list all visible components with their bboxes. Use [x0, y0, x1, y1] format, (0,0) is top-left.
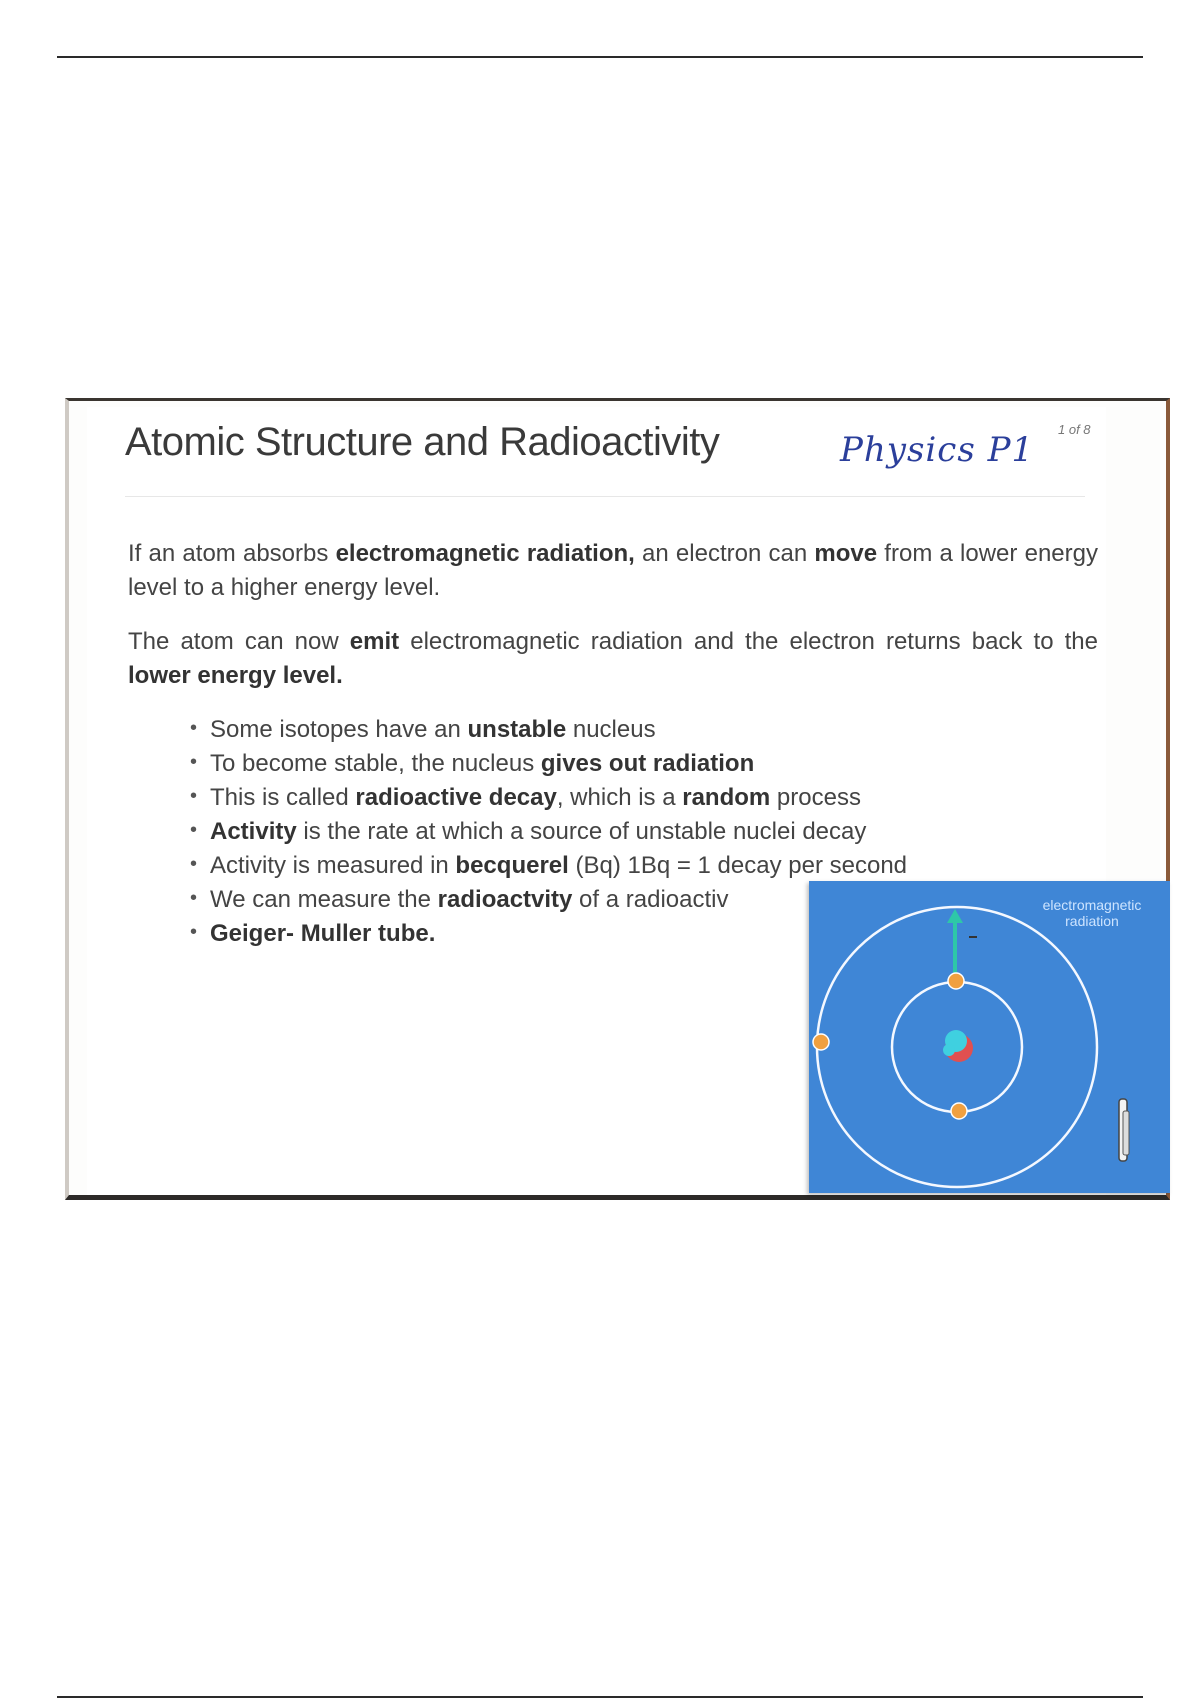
text-segment: Activity is measured in	[210, 852, 456, 879]
diagram-label: electromagnetic radiation	[1042, 897, 1142, 929]
bold-text: emit	[349, 628, 400, 655]
text-segment: an electron can	[634, 540, 815, 567]
text-segment: is the rate at which a source of unstable nuclei decay	[296, 818, 867, 845]
text-segment: If an atom absorbs	[128, 540, 336, 567]
text-segment: nucleus	[566, 716, 656, 743]
text-segment: electromagnetic radiation and the electron returns back to the	[399, 628, 1098, 655]
text-segment: To become stable, the nucleus	[210, 750, 541, 777]
text-segment: (Bq) 1Bq = 1 decay per second	[568, 852, 908, 879]
bullet-item	[190, 815, 1110, 849]
bottom-rule	[57, 1696, 1143, 1698]
bold-text: electromagnetic radiation,	[335, 540, 635, 567]
handwritten-note: Physics P1	[840, 430, 1035, 470]
atom-diagram	[809, 881, 1170, 1193]
radiation-arrow-head	[947, 909, 963, 923]
clip-icon	[1119, 1099, 1129, 1161]
text-segment: of a radioactiv	[572, 886, 729, 913]
bold-text: Activity	[210, 818, 297, 845]
nucleus-cyan-2	[943, 1044, 955, 1056]
text-segment: We can measure the	[210, 886, 438, 913]
bold-text: becquerel	[455, 852, 569, 879]
text-segment: The atom can now	[128, 628, 350, 655]
text-segment: Some isotopes have an	[210, 716, 468, 743]
text-segment: process	[770, 784, 861, 811]
bold-text: unstable	[467, 716, 567, 743]
text-segment: This is called	[210, 784, 356, 811]
bullet-item	[190, 713, 1110, 747]
bold-text: lower energy level.	[128, 662, 343, 689]
bold-text: gives out radiation	[540, 750, 755, 777]
bullet-item	[190, 781, 1110, 815]
slide-title: Atomic Structure and Radioactivity	[125, 420, 720, 464]
text-segment: , which is a	[556, 784, 683, 811]
page-indicator: 1 of 8	[1058, 422, 1091, 437]
bold-text: radioactive decay	[355, 784, 557, 811]
bullet-item	[190, 747, 1110, 781]
electron-top	[948, 973, 964, 989]
electron-outer-left	[813, 1034, 829, 1050]
title-divider	[125, 496, 1085, 497]
text-segment: from a lower energy level to a higher energy level.	[128, 540, 1098, 601]
bold-text: random	[682, 784, 771, 811]
bold-text: radioactvity	[437, 886, 573, 913]
bullet-item	[190, 849, 1110, 883]
paragraph-emission	[128, 625, 1098, 693]
electron-bottom	[951, 1103, 967, 1119]
bold-text: move	[814, 540, 878, 567]
top-rule	[57, 56, 1143, 58]
paragraph-absorption	[128, 537, 1098, 605]
bold-text: Geiger- Muller tube.	[210, 920, 436, 947]
